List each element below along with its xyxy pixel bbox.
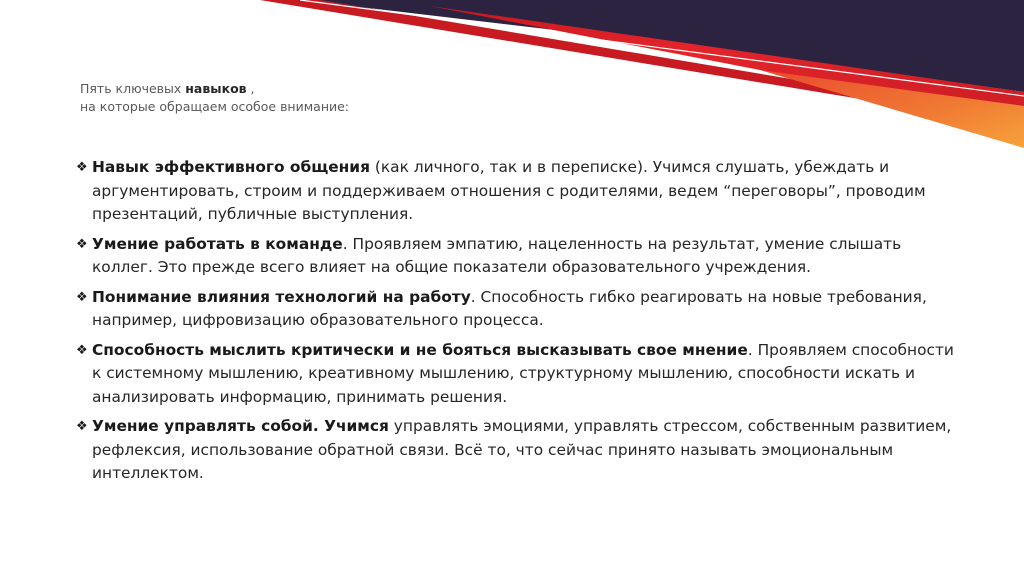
list-item bbox=[74, 156, 954, 227]
skill-title: Умение управлять собой. Учимся bbox=[92, 417, 389, 435]
skill-description: (как личного, так и в переписке). Учимся слушать, убеждать и аргументировать, строим и поддерживаем отношения с родителями, ведем “переговоры”, проводим презентаций, публичные выступления. bbox=[92, 158, 926, 223]
list-item bbox=[74, 415, 954, 486]
skill-description: . Способность гибко реагировать на новые требования, например, цифровизацию образовательного процесса. bbox=[92, 287, 927, 329]
list-item bbox=[74, 286, 954, 333]
diamond-bullet-icon: ❖ bbox=[76, 342, 88, 358]
subtitle-bold-word: навыков bbox=[185, 81, 247, 96]
diamond-bullet-icon: ❖ bbox=[76, 419, 88, 434]
subtitle-prefix: Пять ключевых bbox=[80, 81, 182, 96]
skills-list bbox=[74, 156, 954, 492]
slide-subtitle bbox=[80, 80, 580, 116]
skill-description: . Проявляем способности к системному мышлению, креативному мышлению, структурному мышлению, способности искать и анализировать информацию, принимать решения. bbox=[92, 340, 954, 406]
skill-title: Навык эффективного общения bbox=[92, 158, 370, 176]
list-item bbox=[74, 233, 954, 280]
diamond-bullet-icon: ❖ bbox=[76, 160, 88, 175]
diamond-bullet-icon: ❖ bbox=[76, 289, 88, 305]
skill-description: . Проявляем эмпатию, нацеленность на результат, умение слышать коллег. Это прежде всего влияет на общие показатели образовательного учреждения. bbox=[92, 234, 902, 276]
skill-title: Способность мыслить критически и не бояться высказывать свое мнение bbox=[92, 340, 748, 359]
skill-description: управлять эмоциями, управлять стрессом, собственным развитием, рефлексия, использование обратной связи. Всё то, что сейчас принято называть эмоциональным интеллектом. bbox=[92, 417, 952, 482]
subtitle-suffix: , bbox=[246, 81, 255, 96]
subtitle-line-2: на которые обращаем особое внимание: bbox=[80, 99, 350, 114]
skill-title: Умение работать в команде bbox=[92, 234, 343, 253]
diamond-bullet-icon: ❖ bbox=[76, 236, 88, 252]
subtitle-line-1 bbox=[80, 80, 580, 98]
skill-title: Понимание влияния технологий на работу bbox=[92, 287, 471, 306]
list-item bbox=[74, 339, 954, 410]
